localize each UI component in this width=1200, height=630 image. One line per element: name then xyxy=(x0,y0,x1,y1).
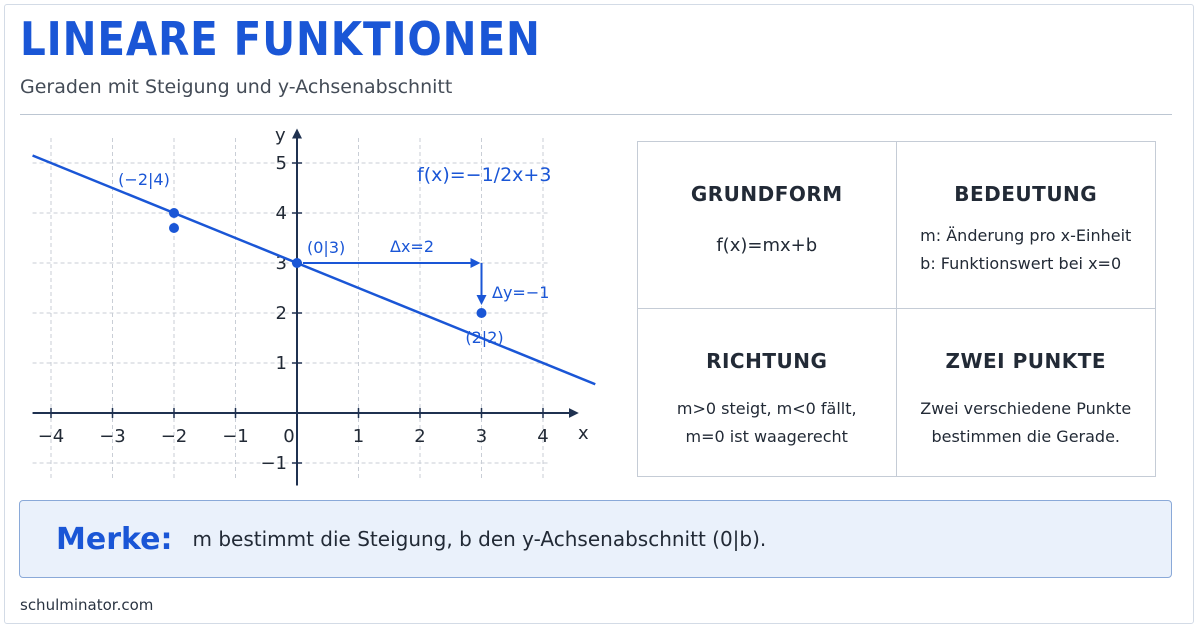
x-axis-label: x xyxy=(578,423,589,444)
card-zwei-punkte-text xyxy=(920,395,1131,451)
delta-x-label: Δx=2 xyxy=(390,237,434,256)
data-point xyxy=(477,308,487,318)
card-grundform-title: GRUNDFORM xyxy=(690,182,843,206)
card-bedeutung-line1: m: Änderung pro x-Einheit xyxy=(920,226,1132,245)
function-line xyxy=(33,156,596,385)
y-tick-label: 5 xyxy=(275,153,287,174)
card-bedeutung-text xyxy=(920,222,1131,278)
info-grid xyxy=(637,141,1156,477)
card-zwei-punkte-title: ZWEI PUNKTE xyxy=(945,349,1107,373)
merke-label: Merke: xyxy=(56,521,173,557)
card-richtung-text xyxy=(677,395,857,451)
function-graph xyxy=(0,0,620,500)
merke-text: m bestimmt die Steigung, b den y-Achsenabschnitt (0|b). xyxy=(192,527,767,551)
merke-box xyxy=(19,500,1172,578)
point-label: (2|2) xyxy=(465,328,504,347)
card-bedeutung-line2: b: Funktionswert bei x=0 xyxy=(920,254,1122,273)
x-tick-label: 1 xyxy=(352,426,365,447)
data-point xyxy=(169,208,179,218)
x-tick-label: 2 xyxy=(414,426,426,447)
x-tick-label: −1 xyxy=(222,426,249,447)
y-axis-label: y xyxy=(275,125,286,146)
page-title: LINEARE FUNKTIONEN xyxy=(20,12,541,66)
card-grundform xyxy=(638,142,897,309)
point-label: (0|3) xyxy=(307,238,346,257)
card-zwei-punkte xyxy=(897,309,1156,476)
y-tick-label: 4 xyxy=(275,203,287,224)
data-point xyxy=(292,258,302,268)
plot-marks xyxy=(33,156,596,385)
point-label: (−2|4) xyxy=(118,170,170,189)
delta-y-label: Δy=−1 xyxy=(492,283,550,302)
card-bedeutung xyxy=(897,142,1156,309)
y-tick-label: 1 xyxy=(275,353,287,374)
x-tick-label: 3 xyxy=(475,426,488,447)
y-tick-label: −1 xyxy=(260,453,287,474)
x-tick-label: −4 xyxy=(37,426,65,447)
page-subtitle: Geraden mit Steigung und y-Achsenabschnitt xyxy=(20,76,453,98)
card-zwei-punkte-line1: Zwei verschiedene Punkte xyxy=(920,399,1132,418)
data-point xyxy=(169,223,179,233)
x-tick-label: −3 xyxy=(99,426,126,447)
function-label: f(x)=−1/2x+3 xyxy=(417,164,552,186)
y-tick-label: 2 xyxy=(275,303,287,324)
x-tick-label: 0 xyxy=(283,426,295,447)
card-richtung-line1: m>0 steigt, m<0 fällt, xyxy=(676,399,857,418)
card-zwei-punkte-line2: bestimmen die Gerade. xyxy=(931,427,1121,446)
y-tick-label: 3 xyxy=(275,253,287,274)
footer-site: schulminator.com xyxy=(20,596,154,614)
x-tick-label: −2 xyxy=(160,426,188,447)
x-tick-label: 4 xyxy=(537,426,549,447)
card-richtung-title: RICHTUNG xyxy=(706,349,828,373)
card-richtung-line2: m=0 ist waagerecht xyxy=(685,427,848,446)
card-richtung xyxy=(638,309,897,476)
card-bedeutung-title: BEDEUTUNG xyxy=(954,182,1098,206)
card-grundform-formula: f(x)=mx+b xyxy=(716,235,818,256)
